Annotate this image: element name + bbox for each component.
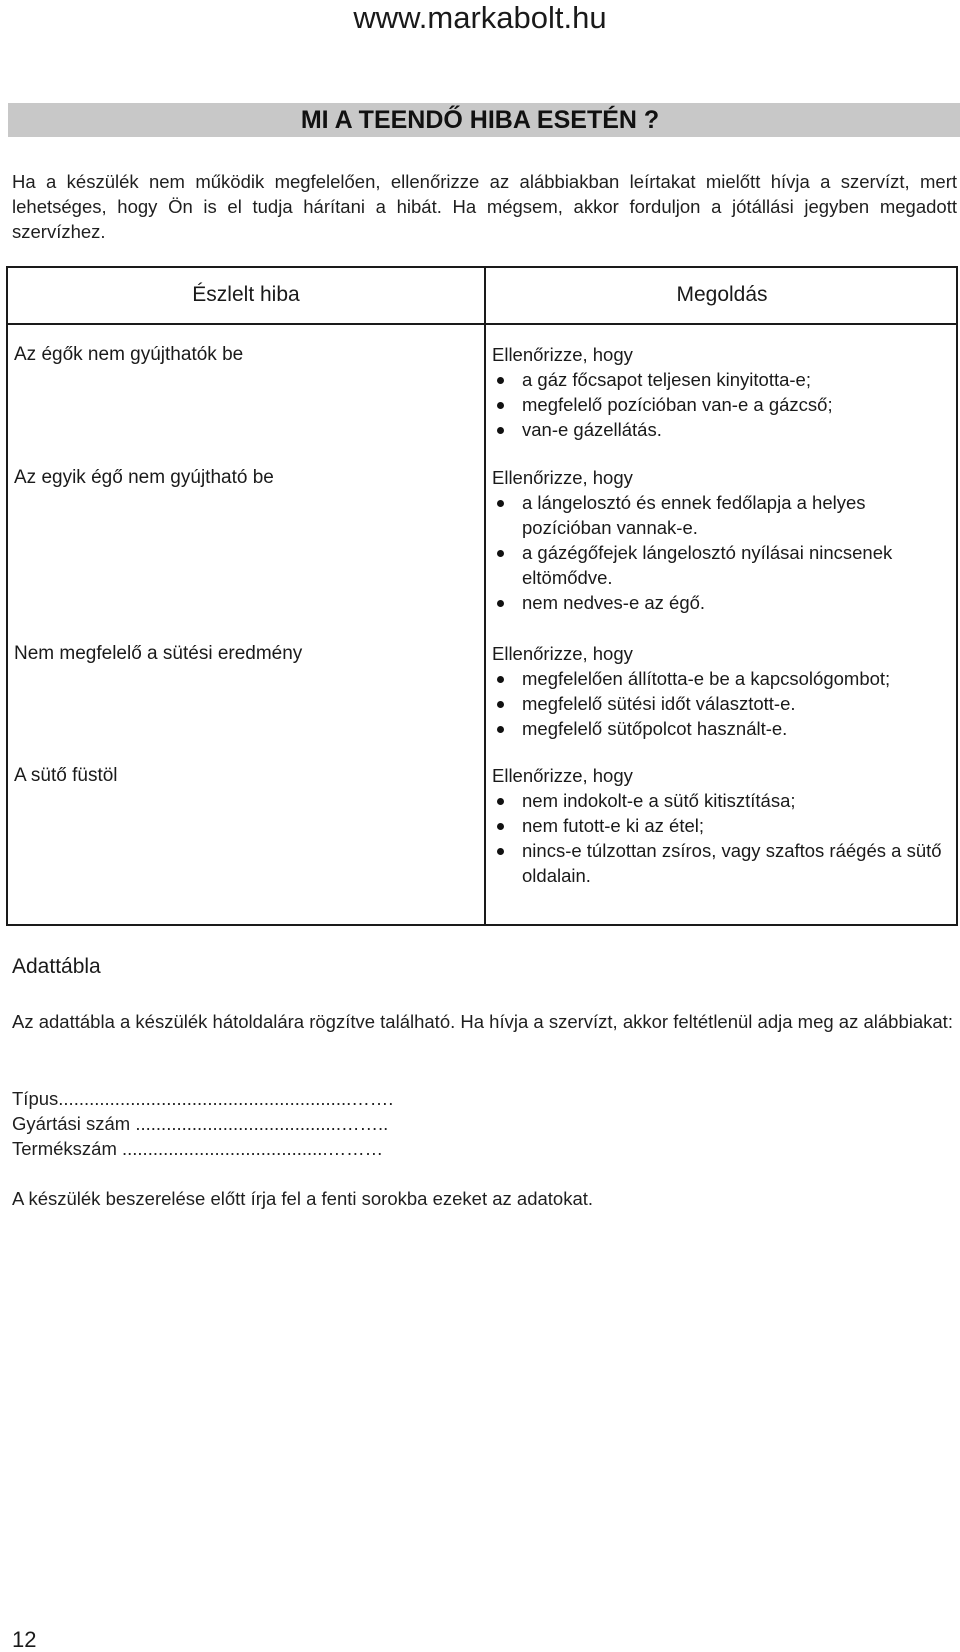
solution-item-text: nem futott-e ki az étel; — [522, 815, 705, 836]
solution-item — [492, 367, 954, 392]
solution-list — [492, 788, 954, 888]
solution-item-text: nincs-e túlzottan zsíros, vagy szaftos ráégés a sütő oldalain. — [522, 840, 942, 886]
bullet-icon — [497, 600, 504, 607]
solution-title: Ellenőrizze, hogy — [492, 765, 633, 786]
rating-plate-title: Adattábla — [12, 955, 101, 978]
solution-item — [492, 788, 954, 813]
solution-title: Ellenőrizze, hogy — [492, 467, 633, 488]
field-product-number: Termékszám ........................................……… — [12, 1138, 384, 1159]
site-url: www.markabolt.hu — [353, 0, 607, 35]
bullet-icon — [497, 848, 504, 855]
field-type: Típus.........................................................……. — [12, 1088, 394, 1109]
solution-item — [492, 716, 954, 741]
solution-title: Ellenőrizze, hogy — [492, 344, 633, 365]
solution-list — [492, 367, 954, 442]
bullet-icon — [497, 550, 504, 557]
solution-item-text: a gázégőfejek lángelosztó nyílásai nincsenek eltömődve. — [522, 542, 893, 588]
page-title: MI A TEENDŐ HIBA ESETÉN ? — [300, 106, 660, 134]
problem-cell: Nem megfelelő a sütési eredmény — [14, 643, 303, 664]
solution-item-text: megfelelően állította-e be a kapcsológombot; — [522, 668, 891, 689]
field-serial-number: Gyártási szám ........................................…….. — [12, 1113, 389, 1134]
problem-cell: Az egyik égő nem gyújtható be — [14, 467, 274, 488]
bullet-icon — [497, 823, 504, 830]
bullet-icon — [497, 798, 504, 805]
troubleshooting-table — [6, 266, 958, 926]
solution-cell — [492, 763, 954, 888]
bullet-icon — [497, 402, 504, 409]
rating-plate-text: Az adattábla a készülék hátoldalára rögzítve található. Ha hívja a szervízt, akkor feltétlenül adja meg az alábbiakat: — [12, 1011, 953, 1032]
bullet-icon — [497, 676, 504, 683]
solution-title: Ellenőrizze, hogy — [492, 643, 633, 664]
table-header-divider — [8, 323, 956, 325]
bullet-icon — [497, 701, 504, 708]
problem-cell: Az égők nem gyújthatók be — [14, 344, 244, 365]
solution-cell — [492, 641, 954, 741]
column-header-problem: Észlelt hiba — [192, 283, 300, 306]
solution-item — [492, 838, 954, 888]
solution-item-text: nem indokolt-e a sütő kitisztítása; — [522, 790, 796, 811]
bullet-icon — [497, 377, 504, 384]
column-header-solution: Megoldás — [676, 283, 768, 306]
solution-list — [492, 666, 954, 741]
solution-item — [492, 666, 954, 691]
page-number: 12 — [12, 1627, 37, 1652]
solution-item — [492, 590, 954, 615]
bullet-icon — [497, 500, 504, 507]
solution-cell — [492, 465, 954, 615]
solution-list — [492, 490, 954, 615]
solution-item-text: a lángelosztó és ennek fedőlapja a helyes pozícióban vannak-e. — [522, 492, 866, 538]
problem-cell: A sütő füstöl — [14, 765, 118, 786]
table-column-divider — [484, 268, 486, 924]
solution-item-text: megfelelő sütési időt választott-e. — [522, 693, 796, 714]
solution-item — [492, 691, 954, 716]
solution-item-text: a gáz főcsapot teljesen kinyitotta-e; — [522, 369, 811, 390]
solution-item — [492, 490, 954, 540]
solution-item-text: megfelelő sütőpolcot használt-e. — [522, 718, 788, 739]
solution-item — [492, 392, 954, 417]
solution-item — [492, 540, 954, 590]
solution-item — [492, 417, 954, 442]
intro-paragraph: Ha a készülék nem működik megfelelően, ellenőrizze az alábbiakban leírtakat mielőtt hívja a szervízt, mert lehetséges, hogy Ön is el tudja hárítani a hibát. Ha mégsem, akkor forduljon a jótállási jegyben megadott szervízhez. — [12, 171, 957, 242]
installation-note: A készülék beszerelése előtt írja fel a fenti sorokba ezeket az adatokat. — [12, 1188, 594, 1209]
bullet-icon — [497, 726, 504, 733]
solution-item-text: megfelelő pozícióban van-e a gázcső; — [522, 394, 833, 415]
solution-item — [492, 813, 954, 838]
bullet-icon — [497, 427, 504, 434]
solution-cell — [492, 342, 954, 442]
solution-item-text: van-e gázellátás. — [522, 419, 662, 440]
solution-item-text: nem nedves-e az égő. — [522, 592, 706, 613]
